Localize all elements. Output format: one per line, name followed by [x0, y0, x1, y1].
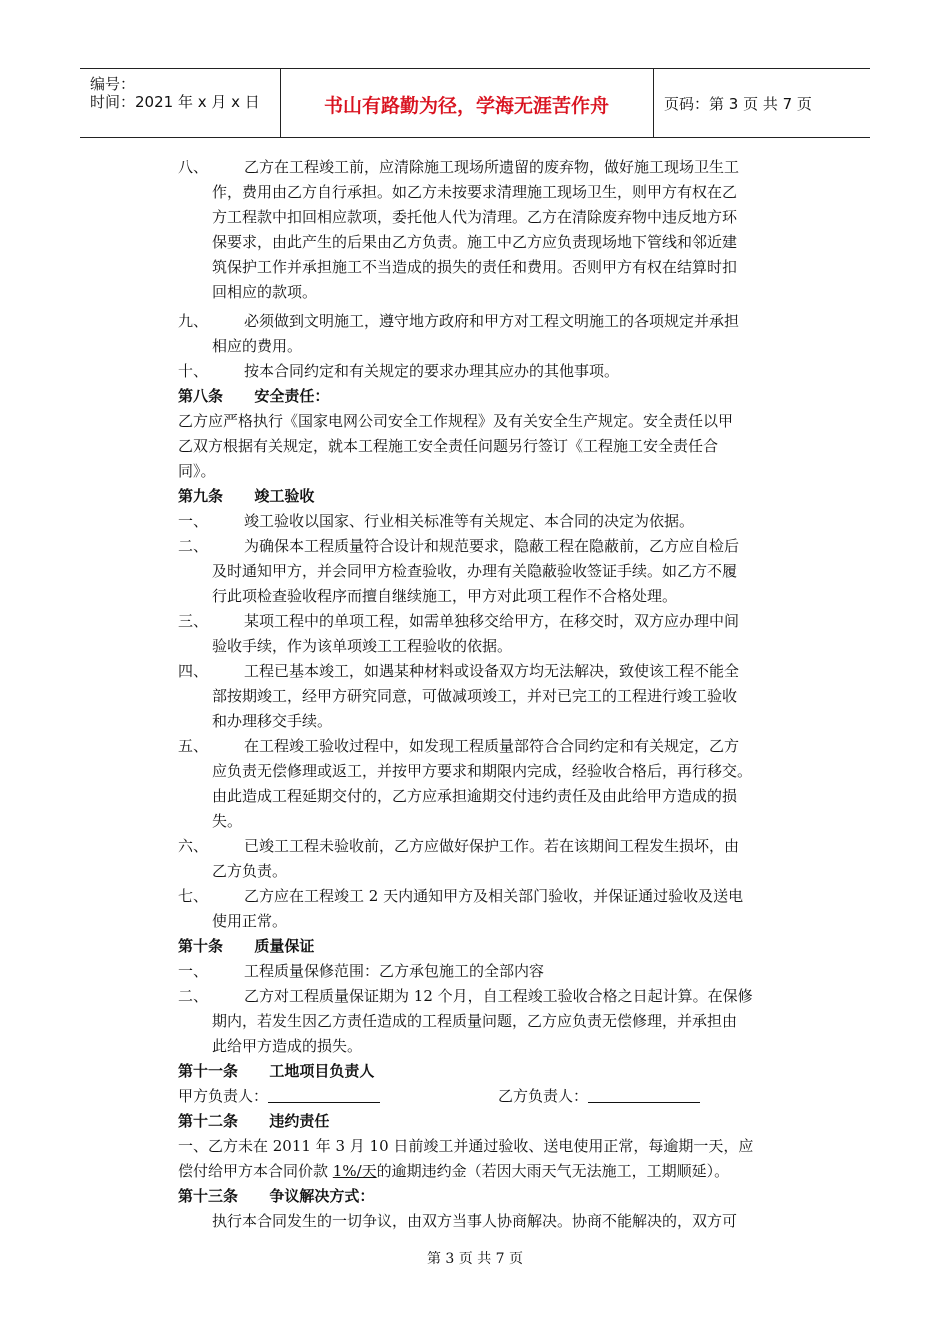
item-text: 和办理移交手续。 [212, 712, 333, 730]
article-heading: 第十条 质量保证 [178, 937, 315, 955]
party-a-blank [268, 1086, 380, 1103]
item-number: 四、 [178, 662, 209, 680]
item-text: 验收手续，作为该单项竣工工程验收的依据。 [212, 637, 513, 655]
item-text: 相应的费用。 [212, 337, 303, 355]
item-text: 保要求，由此产生的后果由乙方负责。施工中乙方应负责现场地下管线和邻近建 [212, 233, 738, 251]
item-text: 已竣工工程未验收前，乙方应做好保护工作。若在该期间工程发生损坏，由 [244, 837, 740, 855]
header-meta [80, 69, 280, 137]
header-motto: 书山有路勤为径，学海无涯苦作舟 [323, 95, 609, 117]
item-number: 十、 [178, 362, 209, 380]
paragraph-line: 乙双方根据有关规定，就本工程施工安全责任问题另行签订《工程施工安全责任合 [178, 437, 719, 455]
item-text: 部按期竣工，经甲方研究同意，可做减项竣工，并对已完工的工程进行竣工验收 [212, 687, 738, 705]
paragraph-line: 乙方应严格执行《国家电网公司安全工作规程》及有关安全生产规定。安全责任以甲 [178, 412, 734, 430]
penalty-text: 的逾期违约金（若因大雨天气无法施工，工期顺延）。 [376, 1162, 730, 1180]
page-footer: 第 3 页 共 7 页 [426, 1251, 524, 1267]
item-text: 按本合同约定和有关规定的要求办理其应办的其他事项。 [244, 362, 620, 380]
article-heading: 第八条 安全责任： [178, 387, 330, 405]
item-text: 筑保护工作并承担施工不当造成的损失的责任和费用。否则甲方有权在结算时扣 [212, 258, 738, 276]
item-number: 七、 [178, 887, 209, 905]
item-number: 九、 [178, 312, 209, 330]
item-number: 一、 [178, 962, 209, 980]
item-text: 必须做到文明施工，遵守地方政府和甲方对工程文明施工的各项规定并承担 [244, 312, 740, 330]
party-a-label: 甲方负责人： [178, 1087, 269, 1105]
signature-line [498, 1084, 700, 1108]
item-number: 六、 [178, 837, 209, 855]
item-text: 由此造成工程延期交付的，乙方应承担逾期交付违约责任及由此给甲方造成的损 [212, 787, 738, 805]
item-text: 乙方负责。 [212, 862, 288, 880]
item-number: 二、 [178, 987, 209, 1005]
item-text: 应负责无偿修理或返工，并按甲方要求和期限内完成，经验收合格后，再行移交。 [212, 762, 753, 780]
item-number: 三、 [178, 612, 209, 630]
item-text: 回相应的款项。 [212, 283, 318, 301]
item-text: 某项工程中的单项工程，如需单独移交给甲方，在移交时，双方应办理中间 [244, 612, 740, 630]
item-text: 期内，若发生因乙方责任造成的工程质量问题，乙方应负责无偿修理，并承担由 [212, 1012, 738, 1030]
item-number: 二、 [178, 537, 209, 555]
item-text: 在工程竣工验收过程中，如发现工程质量部符合合同约定和有关规定，乙方 [244, 737, 740, 755]
party-b-label: 乙方负责人： [498, 1087, 589, 1105]
item-number: 五、 [178, 737, 209, 755]
item-text: 作，费用由乙方自行承担。如乙方未按要求清理施工现场卫生，则甲方有权在乙 [212, 183, 738, 201]
item-text: 乙方在工程竣工前，应清除施工现场所遗留的废弃物，做好施工现场卫生工 [244, 158, 740, 176]
article-heading: 第十一条 工地项目负责人 [178, 1062, 375, 1080]
item-text: 竣工验收以国家、行业相关标准等有关规定、本合同的决定为依据。 [244, 512, 695, 530]
article-heading: 第十三条 争议解决方式： [178, 1187, 375, 1205]
item-text: 工程质量保修范围：乙方承包施工的全部内容 [244, 962, 545, 980]
article-heading: 第十二条 违约责任 [178, 1112, 330, 1130]
item-text: 乙方对工程质量保证期为 12 个月，自工程竣工验收合格之日起计算。在保修 [244, 987, 753, 1005]
item-text: 为确保本工程质量符合设计和规范要求，隐蔽工程在隐蔽前，乙方应自检后 [244, 537, 740, 555]
item-number: 一、 [178, 512, 209, 530]
number-label: 编号： [90, 75, 136, 93]
date-label: 时间：2021 年 x 月 x 日 [90, 93, 260, 111]
item-text: 及时通知甲方，并会同甲方检查验收，办理有关隐蔽验收签证手续。如乙方不履 [212, 562, 738, 580]
party-b-blank [588, 1086, 700, 1103]
signature-line [178, 1084, 380, 1108]
paragraph-line [178, 1159, 729, 1183]
item-text: 方工程款中扣回相应款项，委托他人代为清理。乙方在清除废弃物中违反地方环 [212, 208, 738, 226]
penalty-rate: 1%/天 [332, 1162, 377, 1180]
item-text: 乙方应在工程竣工 2 天内通知甲方及相关部门验收，并保证通过验收及送电 [244, 887, 744, 905]
article-heading: 第九条 竣工验收 [178, 487, 315, 505]
header-divider [653, 69, 654, 137]
item-number: 八、 [178, 158, 209, 176]
item-text: 行此项检查验收程序而擅自继续施工，甲方对此项工程作不合格处理。 [212, 587, 678, 605]
header-page-label: 页码：第 3 页 共 7 页 [664, 95, 812, 113]
item-text: 使用正常。 [212, 912, 288, 930]
item-text: 失。 [212, 812, 243, 830]
page-header [80, 68, 870, 138]
item-text: 此给甲方造成的损失。 [212, 1037, 363, 1055]
paragraph-line: 一、乙方未在 2011 年 3 月 10 日前竣工并通过验收、送电使用正常，每逾期一天，应 [178, 1137, 754, 1155]
penalty-text: 偿付给甲方本合同价款 [178, 1162, 333, 1180]
paragraph-line: 同》。 [178, 462, 216, 480]
paragraph-line: 执行本合同发生的一切争议，由双方当事人协商解决。协商不能解决的，双方可 [212, 1212, 738, 1230]
item-text: 工程已基本竣工，如遇某种材料或设备双方均无法解决，致使该工程不能全 [244, 662, 740, 680]
